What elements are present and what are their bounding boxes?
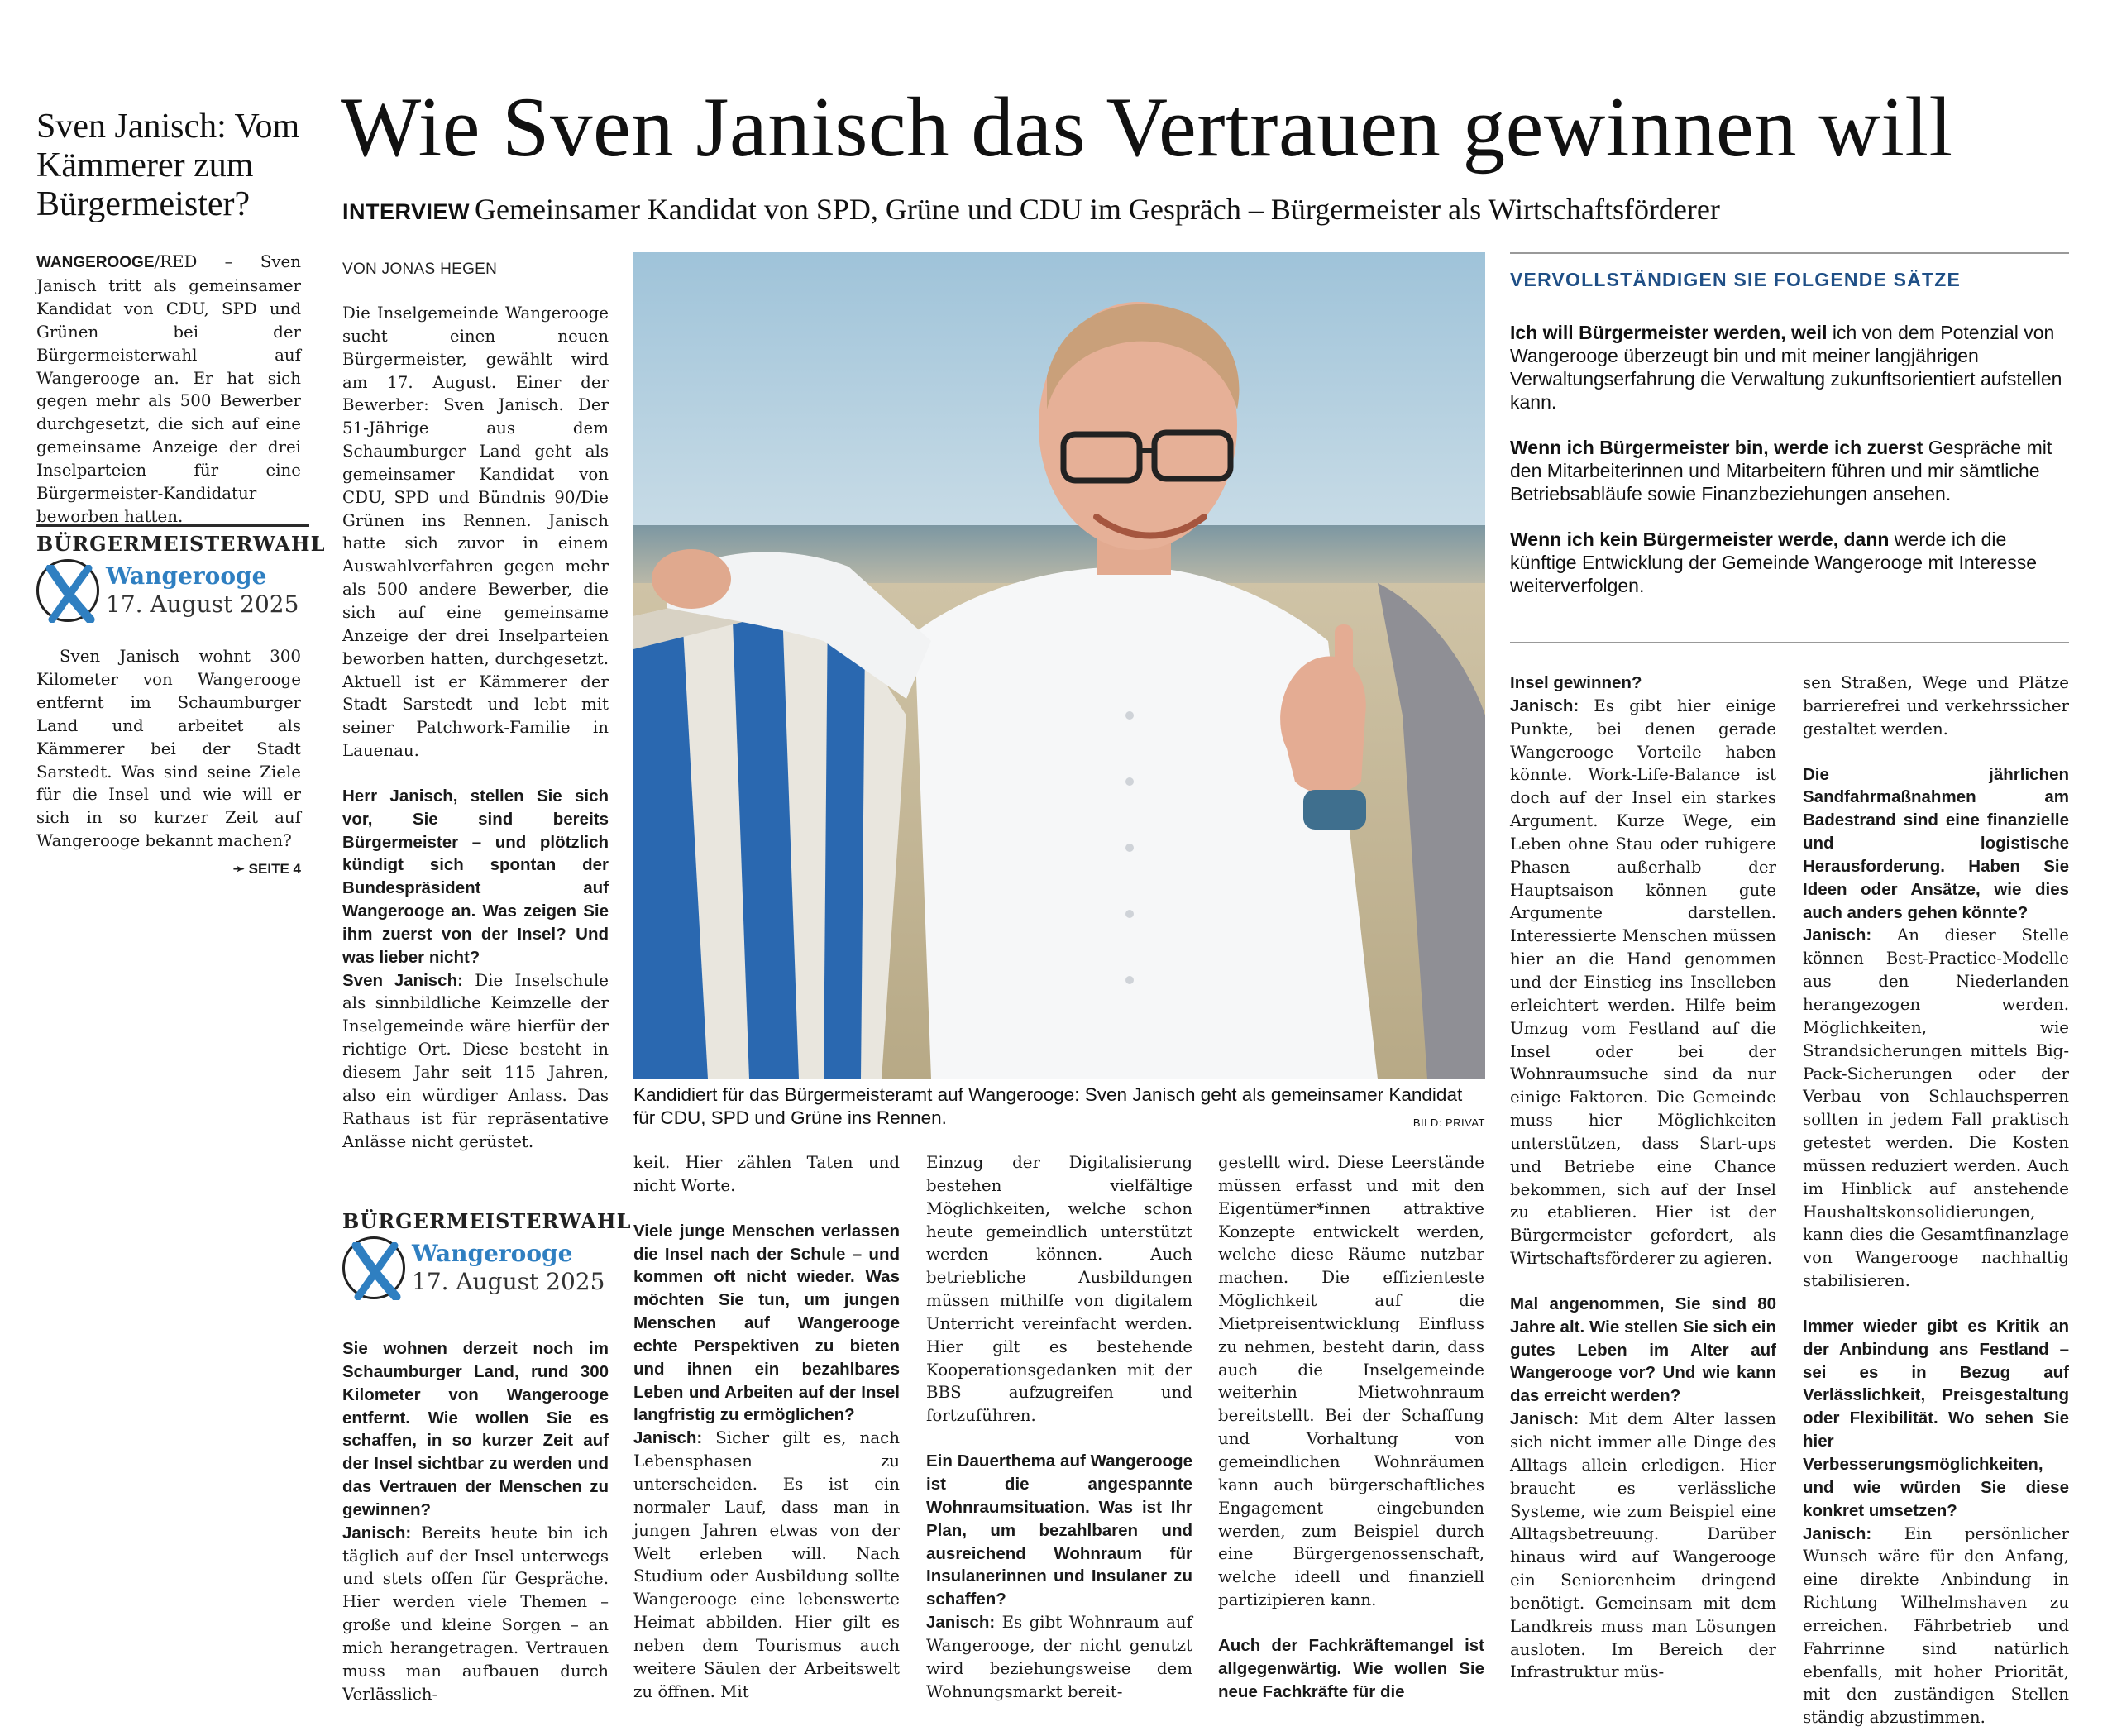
answer-6-continued: sen Straßen, Wege und Plätze barrierefrei und verkehrssicher gestaltet werden. — [1803, 673, 2069, 739]
election-logo-date-2: 17. August 2025 — [412, 1268, 605, 1295]
answer-6-speaker: Janisch: — [1510, 1409, 1579, 1429]
answer-8-speaker: Janisch: — [1803, 1523, 1872, 1543]
teaser-title: Sven Janisch: Vom Kämmerer zum Bürgermeister? — [36, 108, 300, 223]
box-divider-top — [1510, 252, 2069, 254]
answer-3-speaker: Janisch: — [633, 1428, 703, 1448]
box-body — [1510, 321, 2069, 619]
article-headline: Wie Sven Janisch das Vertrauen gewinnen will — [341, 80, 1953, 175]
box-sentence-1-lead: Ich will Bürgermeister werden, weil — [1510, 322, 1828, 343]
answer-3-continued: Einzug der Digitalisierung bestehen vielfältige Möglichkeiten, welche schon heute gemeindlich unterstützt werden können. Auch betriebliche Ausbildungen müssen mithilfe von digitalem Unterricht vereinfacht werden. Hier gilt es bestehende Kooperationsgedanken mit der BBS aufzugreifen und fortzuführen. — [926, 1153, 1192, 1426]
answer-3: Sicher gilt es, nach Lebensphasen zu unterscheiden. Es ist ein normaler Lauf, dass man in jungen Jahren etwas von der Welt erleben will. Nach Studium oder Ausbildung sollte Wangerooge eine lebenswerte Heimat abbilden. Hier gilt es neben dem Tourismus auch weitere Säulen der Arbeitswelt zu öffnen. Mit — [633, 1428, 900, 1701]
answer-2-continued: keit. Hier zählen Taten und nicht Worte. — [633, 1153, 900, 1195]
photo-caption-text: Kandidiert für das Bürgermeisteramt auf Wangerooge: Sven Janisch geht als gemeinsamer Kandidat für CDU, SPD und Grüne ins Rennen. — [633, 1084, 1463, 1128]
answer-1-speaker: Sven Janisch: — [342, 970, 463, 990]
page-reference-link[interactable]: ➛ SEITE 4 — [232, 861, 301, 878]
box-divider-bottom — [1510, 642, 2069, 643]
answer-6: Mit dem Alter lassen sich nicht immer alle Dinge des Alltags allein erledigen. Hier braucht es verlässliche Systeme, wie zum Beispiel eine Alltagsbetreuung. Darüber hinaus wird auf Wangerooge ein Seniorenheim dringend benötigt. Gemeinsam mit dem Landkreis muss man Lösungen ausloten. Im Bereich der Infrastruktur müs- — [1510, 1409, 1776, 1682]
question-2: Sie wohnen derzeit noch im Schaumburger Land, rund 300 Kilometer von Wangerooge entfernt. Wie wollen Sie es schaffen, in so kurzer Zeit auf der Insel sichtbar zu werden und das Vertrauen der Menschen zu gewinnen? — [342, 1339, 609, 1519]
box-sentence-3: werde ich die künftige Entwicklung der Gemeinde Wangerooge mit Interesse weiterverfolgen. — [1510, 528, 2038, 596]
answer-7-speaker: Janisch: — [1803, 925, 1872, 945]
election-logo-sidebar — [36, 524, 326, 622]
article-subline-text: Gemeinsamer Kandidat von SPD, Grüne und CDU im Gespräch – Bürgermeister als Wirtschaftsförderer — [475, 193, 1720, 226]
teaser-body — [36, 251, 301, 528]
article-column-6 — [1803, 672, 2069, 1729]
article-column-1b — [342, 1337, 609, 1706]
answer-4-continued: gestellt wird. Diese Leerstände müssen erfasst und mit den Eigentümer*innen attraktive Konzepte entwickelt werden, welche diese Räume nutzbar machen. Die effizienteste Möglichkeit auf die Mietpreisentwicklung Einfluss zu nehmen, besteht darin, dass auch die Inselgemeinde weiterhin Mietwohnraum bereitstellt. Bei der Schaffung und Vorhaltung von gemeindlichen Wohnräumen kann auch bürgerschaftliches Engagement eingebunden werden, zum Beispiel durch eine Bürgergenossenschaft, welche ideell und finanziell partizipieren kann. — [1218, 1153, 1484, 1610]
article-column-1 — [342, 302, 609, 1153]
answer-5-speaker: Janisch: — [1510, 696, 1579, 715]
question-1: Herr Janisch, stellen Sie sich vor, Sie sind bereits Bürgermeister – und plötzlich kündigt sich spontan der Bundespräsident auf Wangerooge an. Was zeigen Sie ihm zuerst von der Insel? Und was lieber nicht? — [342, 786, 609, 967]
teaser-dateline-sep: /RED – — [154, 252, 260, 271]
article-column-4 — [1218, 1151, 1484, 1703]
beach-photo-illustration — [633, 252, 1485, 1079]
teaser-dateline: WANGEROOGE — [36, 254, 155, 271]
article-byline: VON JONAS HEGEN — [342, 261, 498, 278]
teaser-body-2 — [36, 645, 301, 881]
election-logo-place: Wangerooge — [106, 562, 267, 590]
answer-4: Es gibt Wohnraum auf Wangerooge, der nicht genutzt wird beziehungsweise dem Wohnungsmarkt bereit- — [926, 1613, 1192, 1701]
answer-2: Bereits heute bin ich täglich auf der Insel unterwegs und stets offen für Gespräche. Hier werden viele Themen – große und kleine Sorgen – an mich herangetragen. Vertrauen muss man aufbauen durch Verlässlich- — [342, 1523, 609, 1704]
answer-2-speaker: Janisch: — [342, 1523, 412, 1542]
answer-8: Ein persönlicher Wunsch wäre für den Anfang, eine direkte Anbindung in Richtung Wilhelmshaven zu erreichen. Fährbetrieb und Fahrrinne sind natürlich ebenfalls, mit hoher Priorität, mit den zuständigen Stellen ständig abzustimmen. — [1803, 1523, 2069, 1728]
answer-4-speaker: Janisch: — [926, 1613, 996, 1633]
question-7: Die jährlichen Sandfahrmaßnahmen am Badestrand sind eine finanzielle und logistische Herausforderung. Haben Sie Ideen oder Ansätze, wie dies auch anders gehen könnte? — [1803, 764, 2069, 922]
question-6: Mal angenommen, Sie sind 80 Jahre alt. Wie stellen Sie sich ein gutes Leben im Alter auf Wangerooge vor? Und wie kann das erreicht werden? — [1510, 1294, 1776, 1406]
article-column-3 — [926, 1151, 1192, 1703]
teaser-text: Sven Janisch tritt als gemeinsamer Kandidat von CDU, SPD und Grünen bei der Bürgermeisterwahl auf Wangerooge an. Er hat sich gegen mehr als 500 Bewerber durchgesetzt, die sich auf eine gemeinsame Anzeige der drei Inselparteien für eine Bürgermeister-Kandidatur beworben hatten. — [36, 252, 301, 526]
teaser-text-2: Sven Janisch wohnt 300 Kilometer von Wangerooge entfernt im Schaumburger Land und arbeitet als Kämmerer bei der Stadt Sarstedt. Was sind seine Ziele für die Insel und wie will er sich in so kurzer Zeit auf Wangerooge bekannt machen? — [36, 647, 301, 851]
election-logo-date: 17. August 2025 — [106, 591, 299, 618]
article-column-5 — [1510, 672, 1776, 1684]
answer-1: Die Inselschule als sinnbildliche Keimzelle der Inselgemeinde wäre hierfür der richtige Ort. Diese besteht in diesem Jahr seit 115 Jahren, also ein würdiger Anlass. Das Rathaus ist für repräsentative Anlässe nicht gerüstet. — [342, 970, 609, 1151]
box-sentence-2: Gespräche mit den Mitarbeiterinnen und Mitarbeitern führen und mir sämtliche Betriebsabläufe sowie Finanzbeziehungen ansehen. — [1510, 437, 2052, 505]
article-column-2 — [633, 1151, 900, 1703]
question-5-continued: Insel gewinnen? — [1510, 673, 1642, 692]
election-logo-heading-2: BÜRGERMEISTERWAHL — [342, 1209, 632, 1233]
question-4: Ein Dauerthema auf Wangerooge ist die angespannte Wohnraumsituation. Was ist Ihr Plan, um bezahlbaren und ausreichend Wohnraum für Insulanerinnen und Insulaner zu schaffen? — [926, 1451, 1192, 1609]
photo-caption — [633, 1083, 1485, 1135]
box-sentence-3-lead: Wenn ich kein Bürgermeister werde, dann — [1510, 528, 1890, 550]
box-title: VERVOLLSTÄNDIGEN SIE FOLGENDE SÄTZE — [1510, 269, 1962, 290]
photo-credit: BILD: PRIVAT — [1412, 1117, 1485, 1129]
question-5: Auch der Fachkräftemangel ist allgegenwärtig. Wie wollen Sie neue Fachkräfte für die — [1218, 1635, 1484, 1701]
question-8: Immer wieder gibt es Kritik an der Anbindung ans Festland – sei es in Bezug auf Verlässlichkeit, Preisgestaltung oder Flexibilität. Wo sehen Sie hier Verbesserungsmöglichkeiten, und wie würden Sie diese konkret umsetzen? — [1803, 1316, 2069, 1520]
candidate-photo — [633, 252, 1485, 1079]
box-sentence-1: ich von dem Potenzial von Wangerooge überzeugt bin und mit meiner langjährigen Verwaltungserfahrung die Verwaltung zukunftsorientiert aufstellen kann. — [1510, 322, 2062, 413]
election-logo-inline — [342, 1209, 632, 1299]
article-intro: Die Inselgemeinde Wangerooge sucht einen neuen Bürgermeister, gewählt wird am 17. August. Einer der Bewerber: Sven Janisch. Der 51-Jährige aus dem Schaumburger Land geht als gemeinsamer Kandidat von CDU, SPD und Bündnis 90/Die Grünen ins Rennen. Janisch hatte sich zuvor in einem Auswahlverfahren gegen mehr als 500 andere Bewerber, die sich auf eine gemeinsame Anzeige der drei Inselparteien beworben hatten, durchgesetzt. Aktuell ist er Kämmerer der Stadt Sarstedt und lebt mit seiner Patchwork-Familie in Lauenau. — [342, 304, 609, 761]
article-kicker: INTERVIEW — [342, 199, 471, 224]
box-sentence-2-lead: Wenn ich Bürgermeister bin, werde ich zuerst — [1510, 437, 1923, 458]
ballot-cross-icon — [36, 559, 99, 622]
answer-5: Es gibt hier einige Punkte, bei denen gerade Wangerooge Vorteile haben könnte. Work-Life-Balance ist doch auf der Insel ein starkes Argument. Kurze Wege, ein Leben ohne Stau oder ruhigere Phasen außerhalb der Hauptsaison können gute Argumente darstellen. Interessierte Menschen müssen hier an die Hand genommen und der Einstieg ins Inselleben erleichtert werden. Hilfe beim Umzug vom Festland auf die Insel oder bei der Wohnraumsuche sind da nur einige Faktoren. Die Gemeinde muss hier Möglichkeiten unterstützen, dass Start-ups und Betriebe eine Chance bekommen, sich auf der Insel zu etablieren. Hier ist der Bürgermeister gefordert, als Wirtschaftsförderer zu agieren. — [1510, 696, 1776, 1269]
election-logo-place-2: Wangerooge — [412, 1240, 573, 1267]
election-logo-heading: BÜRGERMEISTERWAHL — [36, 524, 309, 556]
article-subline — [342, 190, 2079, 231]
answer-7: An dieser Stelle können Best-Practice-Modelle aus den Niederlanden herangezogen werden. Möglichkeiten, wie Strandsicherungen mittels Big-Pack-Sicherungen oder der Verbau von Schlauchsperren sollten in jedem Fall praktisch getestet werden. Die Kosten müssen reduziert werden. Auch im Hinblick auf anstehende Haushaltskonsolidierungen, kann dies die Gesamtfinanzlage von Wangerooge nachhaltig stabilisieren. — [1803, 925, 2069, 1291]
question-3: Viele junge Menschen verlassen die Insel nach der Schule – und kommen oft nicht wieder. Was möchten Sie tun, um jungen Menschen auf Wangerooge echte Perspektiven zu bieten und ihnen ein bezahlbares Leben und Arbeiten auf der Insel langfristig zu ermöglichen? — [633, 1221, 900, 1425]
ballot-cross-icon-2 — [342, 1236, 405, 1299]
